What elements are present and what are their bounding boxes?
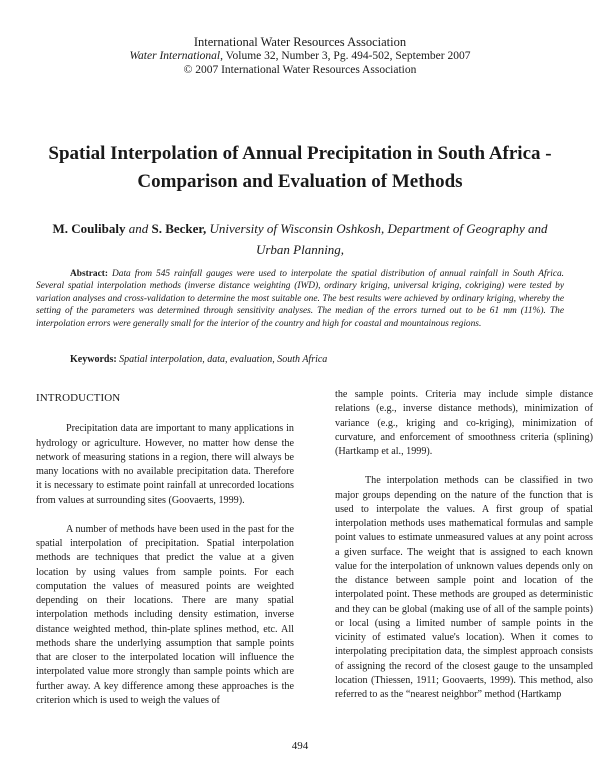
page-number: 494 <box>291 740 309 752</box>
keywords-text: Spatial interpolation, data, evaluation, South Africa <box>119 354 328 365</box>
author-affiliation: University of Wisconsin Oshkosh, Department of Geography and Urban Planning, <box>209 221 548 257</box>
paragraph: the sample points. Criteria may include simple distance relations (e.g., inverse distance methods), minimization of variance (e.g., kriging and co-kriging), minimization of curvature, and enforcement of smoothness criteria (splining) (Hartkamp et al., 1999). <box>335 389 593 457</box>
paragraph: A number of methods have been used in the past for the spatial interpolation of precipitation. Spatial interpolation methods are techniques that predict the value at a given location by using values from sample points. For each computation the values of measured points are weighted depending on their locations. There are many spatial interpolation methods including density estimation, inverse distance weighted method, thin-plate splines method, etc. All methods share the underlying assumption that sample points that are closer to the interpolated location will influence the interpolated value more strongly than sample points which are further away. A key difference among these approaches is the criterion which is used to weigh the values of <box>36 523 294 706</box>
body-column-right <box>335 388 593 702</box>
author-conjunction: and <box>128 221 149 236</box>
journal-citation <box>0 50 600 63</box>
abstract-text: Data from 545 rainfall gauges were used to interpolate the spatial distribution of annual rainfall in South Africa. Several spatial interpolation methods (inverse distance weighting (IWD), ordinary kriging, universal kriging, cokriging) were tested by variation analyses and cross-validation to determine the most suitable one. The best results were achieved by ordinary kriging, whereby the setting of the parameters was determined through sensitivity analyses. The median of the errors turned out to be 61 mm (11%). The interpolation errors were generally small for the interior of the country and high for coastal and mountainous regions. <box>36 269 565 329</box>
author-2: S. Becker, <box>151 221 207 236</box>
paper-title: Spatial Interpolation of Annual Precipitation in South Africa - Comparison and Evaluation of Methods <box>48 143 552 192</box>
author-1: M. Coulibaly <box>52 221 126 236</box>
abstract-label: Abstract: <box>70 269 109 279</box>
journal-organization: International Water Resources Association <box>193 35 407 49</box>
abstract <box>36 268 564 330</box>
citation-details: , Volume 32, Number 3, Pg. 494-502, September 2007 <box>220 50 471 62</box>
section-heading: INTRODUCTION <box>36 392 121 404</box>
copyright-line: © 2007 International Water Resources Association <box>183 64 417 76</box>
paragraph: The interpolation methods can be classified in two major groups depending on the nature of the function that is used to interpolate the values. A first group of spatial interpolation methods uses mathematical formulas and sample point values to estimate unmeasured values at any point across a given surface. The weight that is assigned to each known value for the interpolation of unknown values depends only on the distance between sample point and location of the interpolated point. These methods are grouped as deterministic and they can be global (making use of all of the sample points) or local (using a limited number of sample points in the vicinity of estimated value's location). When it comes to interpolating precipitation data, the simplest approach consists of assigning the record of the closest gauge to the unsampled location (Thiessen, 1911; Goovaerts, 1999). This method, also referred to as the “nearest neighbor” method (Hartkamp <box>335 475 593 700</box>
author-block <box>40 218 560 260</box>
keywords <box>70 353 564 366</box>
keywords-label: Keywords: <box>70 354 117 365</box>
journal-name: Water International <box>129 50 221 62</box>
paragraph: Precipitation data are important to many applications in hydrology or agriculture. However, no matter how dense the network of measuring stations in a region, there will always be many locations with no available precipitation data. Therefore it is necessary to estimate point rainfall at unrecorded locations from values at surrounding sites (Goovaerts, 1999). <box>36 423 294 506</box>
body-column-left <box>36 391 294 708</box>
